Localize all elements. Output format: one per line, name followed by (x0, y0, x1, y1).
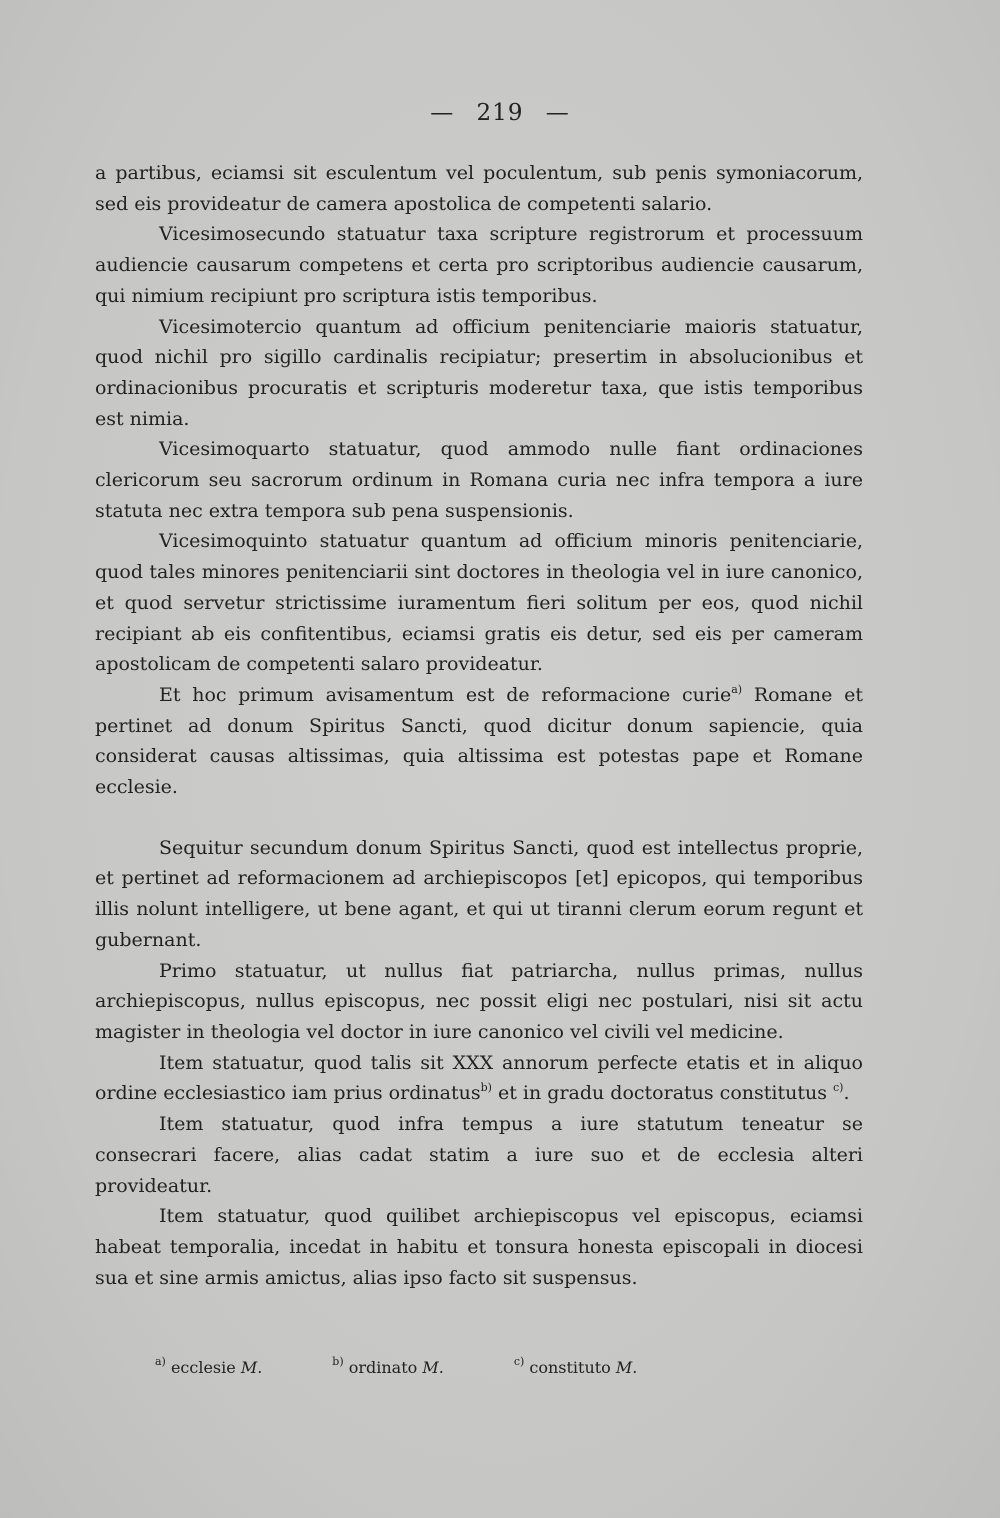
paragraph (95, 434, 863, 526)
paragraph-text: et in gradu doctoratus constitutus (491, 1082, 833, 1105)
paragraph (95, 158, 863, 219)
footnote-mark: c) (513, 1355, 525, 1368)
paragraph-text: Et hoc primum avisamentum est de reformacione curie (159, 683, 732, 706)
footnote-siglum: M. (615, 1358, 638, 1377)
header-dash-right: — (545, 100, 570, 126)
paragraph-text: Item statuatur, quod infra tempus a iure statutum teneatur se consecrari facere, alias cadat statim a iure suo et de ecclesia alteri provideatur. (95, 1113, 863, 1197)
paragraph-text: Item statuatur, quod quilibet archiepiscopus vel episcopus, eciamsi habeat temporalia, incedat in habitu et tonsura honesta episcopali in diocesi sua et sine armis amictus, alias ipso facto sit suspensus. (95, 1205, 863, 1289)
footnote-siglum: M. (422, 1358, 444, 1377)
footnote-siglum: M. (240, 1358, 263, 1377)
paragraph-text: . (843, 1082, 850, 1105)
paragraph-text: Vicesimoquinto statuatur quantum ad officium minoris penitenciarie, quod tales minores penitenciarii sint doctores in theologia vel in iure canonico, et quod servetur strictissime iuramentum fieri solitum per eos, quod nichil recipiant ab eis confitentibus, eciamsi gratis eis detur, sed eis per cameram apostolicam de competenti salaro provideatur. (95, 530, 863, 676)
footnote-text: ecclesie (165, 1358, 241, 1377)
footnote-text: constituto (524, 1358, 616, 1377)
footnote-reference: b) (480, 1081, 492, 1095)
paragraph (95, 956, 863, 1048)
footnote-reference: a) (731, 682, 743, 696)
paragraph (95, 833, 863, 956)
paragraph (95, 312, 863, 435)
paragraph-text: a partibus, eciamsi sit esculentum vel poculentum, sub penis symoniacorum, sed eis provideatur de camera apostolica de competenti salario. (95, 162, 863, 215)
paragraph (95, 1201, 863, 1293)
footnote-text: ordinato (343, 1358, 423, 1377)
paragraph-text: Vicesimosecundo statuatur taxa scripture registrorum et processuum audiencie causarum competens et certa pro scriptoribus audiencie causarum, qui nimium recipiunt pro scriptura istis temporibus. (95, 223, 863, 307)
footnote (155, 1355, 263, 1377)
footnote-mark: a) (155, 1355, 166, 1368)
paragraph (95, 526, 863, 680)
paragraph-text: Item statuatur, quod talis sit XXX annorum perfecte etatis et in aliquo ordine ecclesiastico iam prius ordinatus (95, 1051, 863, 1105)
footnote-reference: c) (833, 1081, 844, 1095)
footnote (513, 1355, 638, 1377)
footnotes (155, 1355, 855, 1377)
paragraph-text: Sequitur secundum donum Spiritus Sancti, quod est intellectus proprie, et pertinet ad reformacionem ad archiepiscopos [et] epicopos, qui temporibus illis nolunt intelligere, ut bene agant, et qui ut tiranni clerum eorum regunt et gubernant. (95, 836, 863, 951)
footnote (332, 1355, 444, 1377)
body-text (95, 158, 863, 1293)
paragraph (95, 680, 863, 803)
paragraph-text: Vicesimoquarto statuatur, quod ammodo nulle fiant ordinaciones clericorum seu sacrorum ordinum in Romana curia nec infra tempora a iure statuta nec extra tempora sub pena suspensionis. (95, 438, 863, 522)
paragraph-text: Vicesimotercio quantum ad officium penitenciarie maioris statuatur, quod nichil pro sigillo cardinalis recipiatur; presertim in absolucionibus et ordinacionibus procuratis et scripturis moderetur taxa, que istis temporibus est nimia. (95, 315, 863, 430)
footnote-mark: b) (332, 1355, 344, 1368)
header-dash-left: — (430, 100, 455, 126)
paragraph-text: Primo statuatur, ut nullus fiat patriarcha, nullus primas, nullus archiepiscopus, nullus episcopus, nec possit eligi nec postulari, nisi sit actu magister in theologia vel doctor in iure canonico vel civili vel medicine. (95, 959, 863, 1043)
paragraph (95, 1109, 863, 1201)
paragraph-text: Romane et pertinet ad donum Spiritus Sancti, quod dicitur donum sapiencie, quia considerat causas altissimas, quia altissima est potestas pape et Romane ecclesie. (95, 683, 863, 799)
page-header (0, 100, 1000, 126)
paragraph (95, 1048, 863, 1109)
paragraph (95, 219, 863, 311)
page-number: 219 (476, 100, 524, 126)
